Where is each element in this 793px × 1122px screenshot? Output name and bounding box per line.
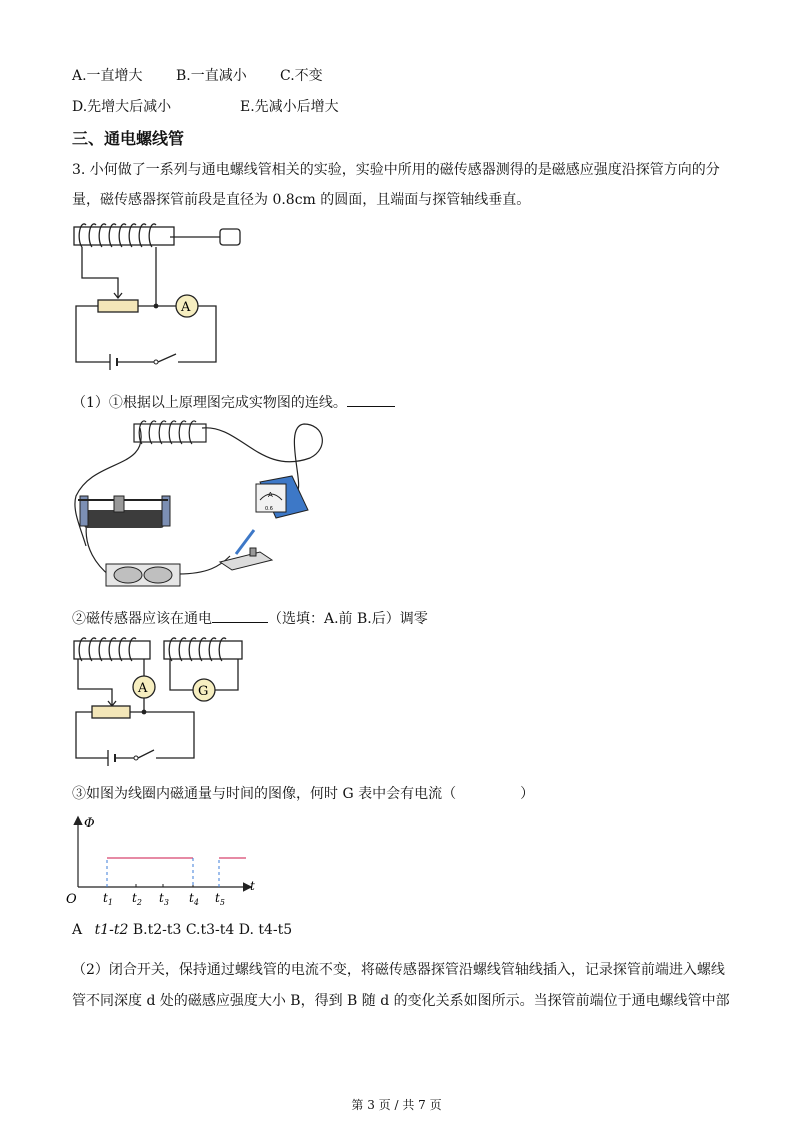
junction-dot <box>154 304 159 309</box>
left-loop-wire <box>76 712 108 758</box>
real-rheostat <box>78 496 170 528</box>
choices-line <box>72 922 292 939</box>
option-d: D.先增大后减小 <box>72 99 172 115</box>
option-a: A.一直增大 <box>72 68 143 84</box>
part1-1-text <box>72 392 395 412</box>
ammeter-label-2: A <box>138 681 148 696</box>
right-loop-wire <box>130 712 194 758</box>
rheostat <box>98 300 138 312</box>
chart-tick-label-t1: $t_1$ <box>103 891 113 907</box>
primary-coil <box>74 641 150 659</box>
part1-1-label: （1）①根据以上原理图完成实物图的连线。 <box>72 395 347 411</box>
part1-2-prefix: ②磁传感器应该在通电 <box>72 611 212 627</box>
real-battery-pack <box>106 564 180 586</box>
section-title: 三、通电螺线管 <box>72 129 185 148</box>
probe-head <box>220 229 240 245</box>
choice-d: D. t4-t5 <box>238 922 293 938</box>
secondary-left-wire <box>170 659 193 690</box>
left-wire <box>76 306 110 362</box>
part1-2-blank[interactable] <box>212 608 268 623</box>
chart-tick-label-t2: $t_2$ <box>132 891 142 907</box>
switch-contact-2 <box>134 756 138 760</box>
wire-solenoid-to-rheostat <box>75 428 141 546</box>
switch-blade-2 <box>138 750 154 758</box>
part1-1-blank[interactable] <box>347 392 395 407</box>
q3-stem-line1: 3. 小何做了一系列与通电螺线管相关的实验，实验中所用的磁传感器测得的是磁感应强度沿探管方向的分 <box>72 162 720 178</box>
real-ammeter <box>256 476 308 518</box>
chart-tick-label-t3: $t_3$ <box>159 891 169 907</box>
real-switch <box>220 530 272 570</box>
chart-x-label: t <box>250 879 255 893</box>
choice-a-letter: A <box>72 922 83 938</box>
option-c: C.不变 <box>280 68 323 84</box>
wire-solenoid-to-meter <box>202 424 322 490</box>
part1-3-close-paren: ） <box>520 786 535 802</box>
primary-left-lead <box>78 659 112 706</box>
rheostat-2 <box>92 706 130 718</box>
option-b: B.一直减小 <box>176 68 247 84</box>
part2-line2: 管不同深度 d 处的磁感应强度大小 B，得到 B 随 d 的变化关系如图所示。当探管前端位于通电螺线管中部 <box>72 993 730 1009</box>
chart-tick-label-t5: $t_5$ <box>215 891 225 907</box>
chart-tick-label-t4: $t_4$ <box>189 891 199 907</box>
meter-scale-label: 0.6 <box>265 506 273 512</box>
junction-dot-2 <box>142 710 147 715</box>
switch-contact <box>154 360 158 364</box>
apparatus-figure <box>70 418 330 596</box>
part1-2-text <box>72 608 428 628</box>
solenoid-left-lead <box>82 247 118 298</box>
choice-c: C.t3-t4 <box>185 922 235 938</box>
switch-blade <box>158 354 176 362</box>
secondary-coil <box>164 641 242 659</box>
galvanometer-label: G <box>198 684 209 699</box>
chart-y-label: Φ <box>84 816 95 831</box>
q3-stem-line2: 量，磁传感器探管前段是直径为 0.8cm 的圆面，且端面与探管轴线垂直。 <box>72 192 531 208</box>
ammeter-label: A <box>181 300 191 315</box>
secondary-right-wire <box>215 659 238 690</box>
schematic-circuit-figure <box>60 220 260 370</box>
part1-3-label: ③如图为线圈内磁通量与时间的图像，何时 G 表中会有电流（ <box>72 786 457 802</box>
meter-face-label: A <box>268 491 273 499</box>
part2-line1: （2）闭合开关，保持通过螺线管的电流不变，将磁传感器探管沿螺线管轴线插入，记录探管前端进入螺线 <box>72 962 725 978</box>
option-e: E.先减小后增大 <box>240 99 339 115</box>
page-footer: 第 3 页 / 共 7 页 <box>351 1098 442 1112</box>
part1-2-suffix: （选填：A.前 B.后）调零 <box>268 611 428 627</box>
choice-a-range: t1-t2 <box>94 922 129 938</box>
part1-3-text <box>72 786 534 803</box>
wire-battery-to-switch <box>178 556 230 574</box>
two-coil-circuit-figure <box>60 634 260 766</box>
flux-time-chart <box>66 814 270 907</box>
chart-origin-label: O <box>66 892 77 907</box>
choice-b: B.t2-t3 <box>132 922 182 938</box>
